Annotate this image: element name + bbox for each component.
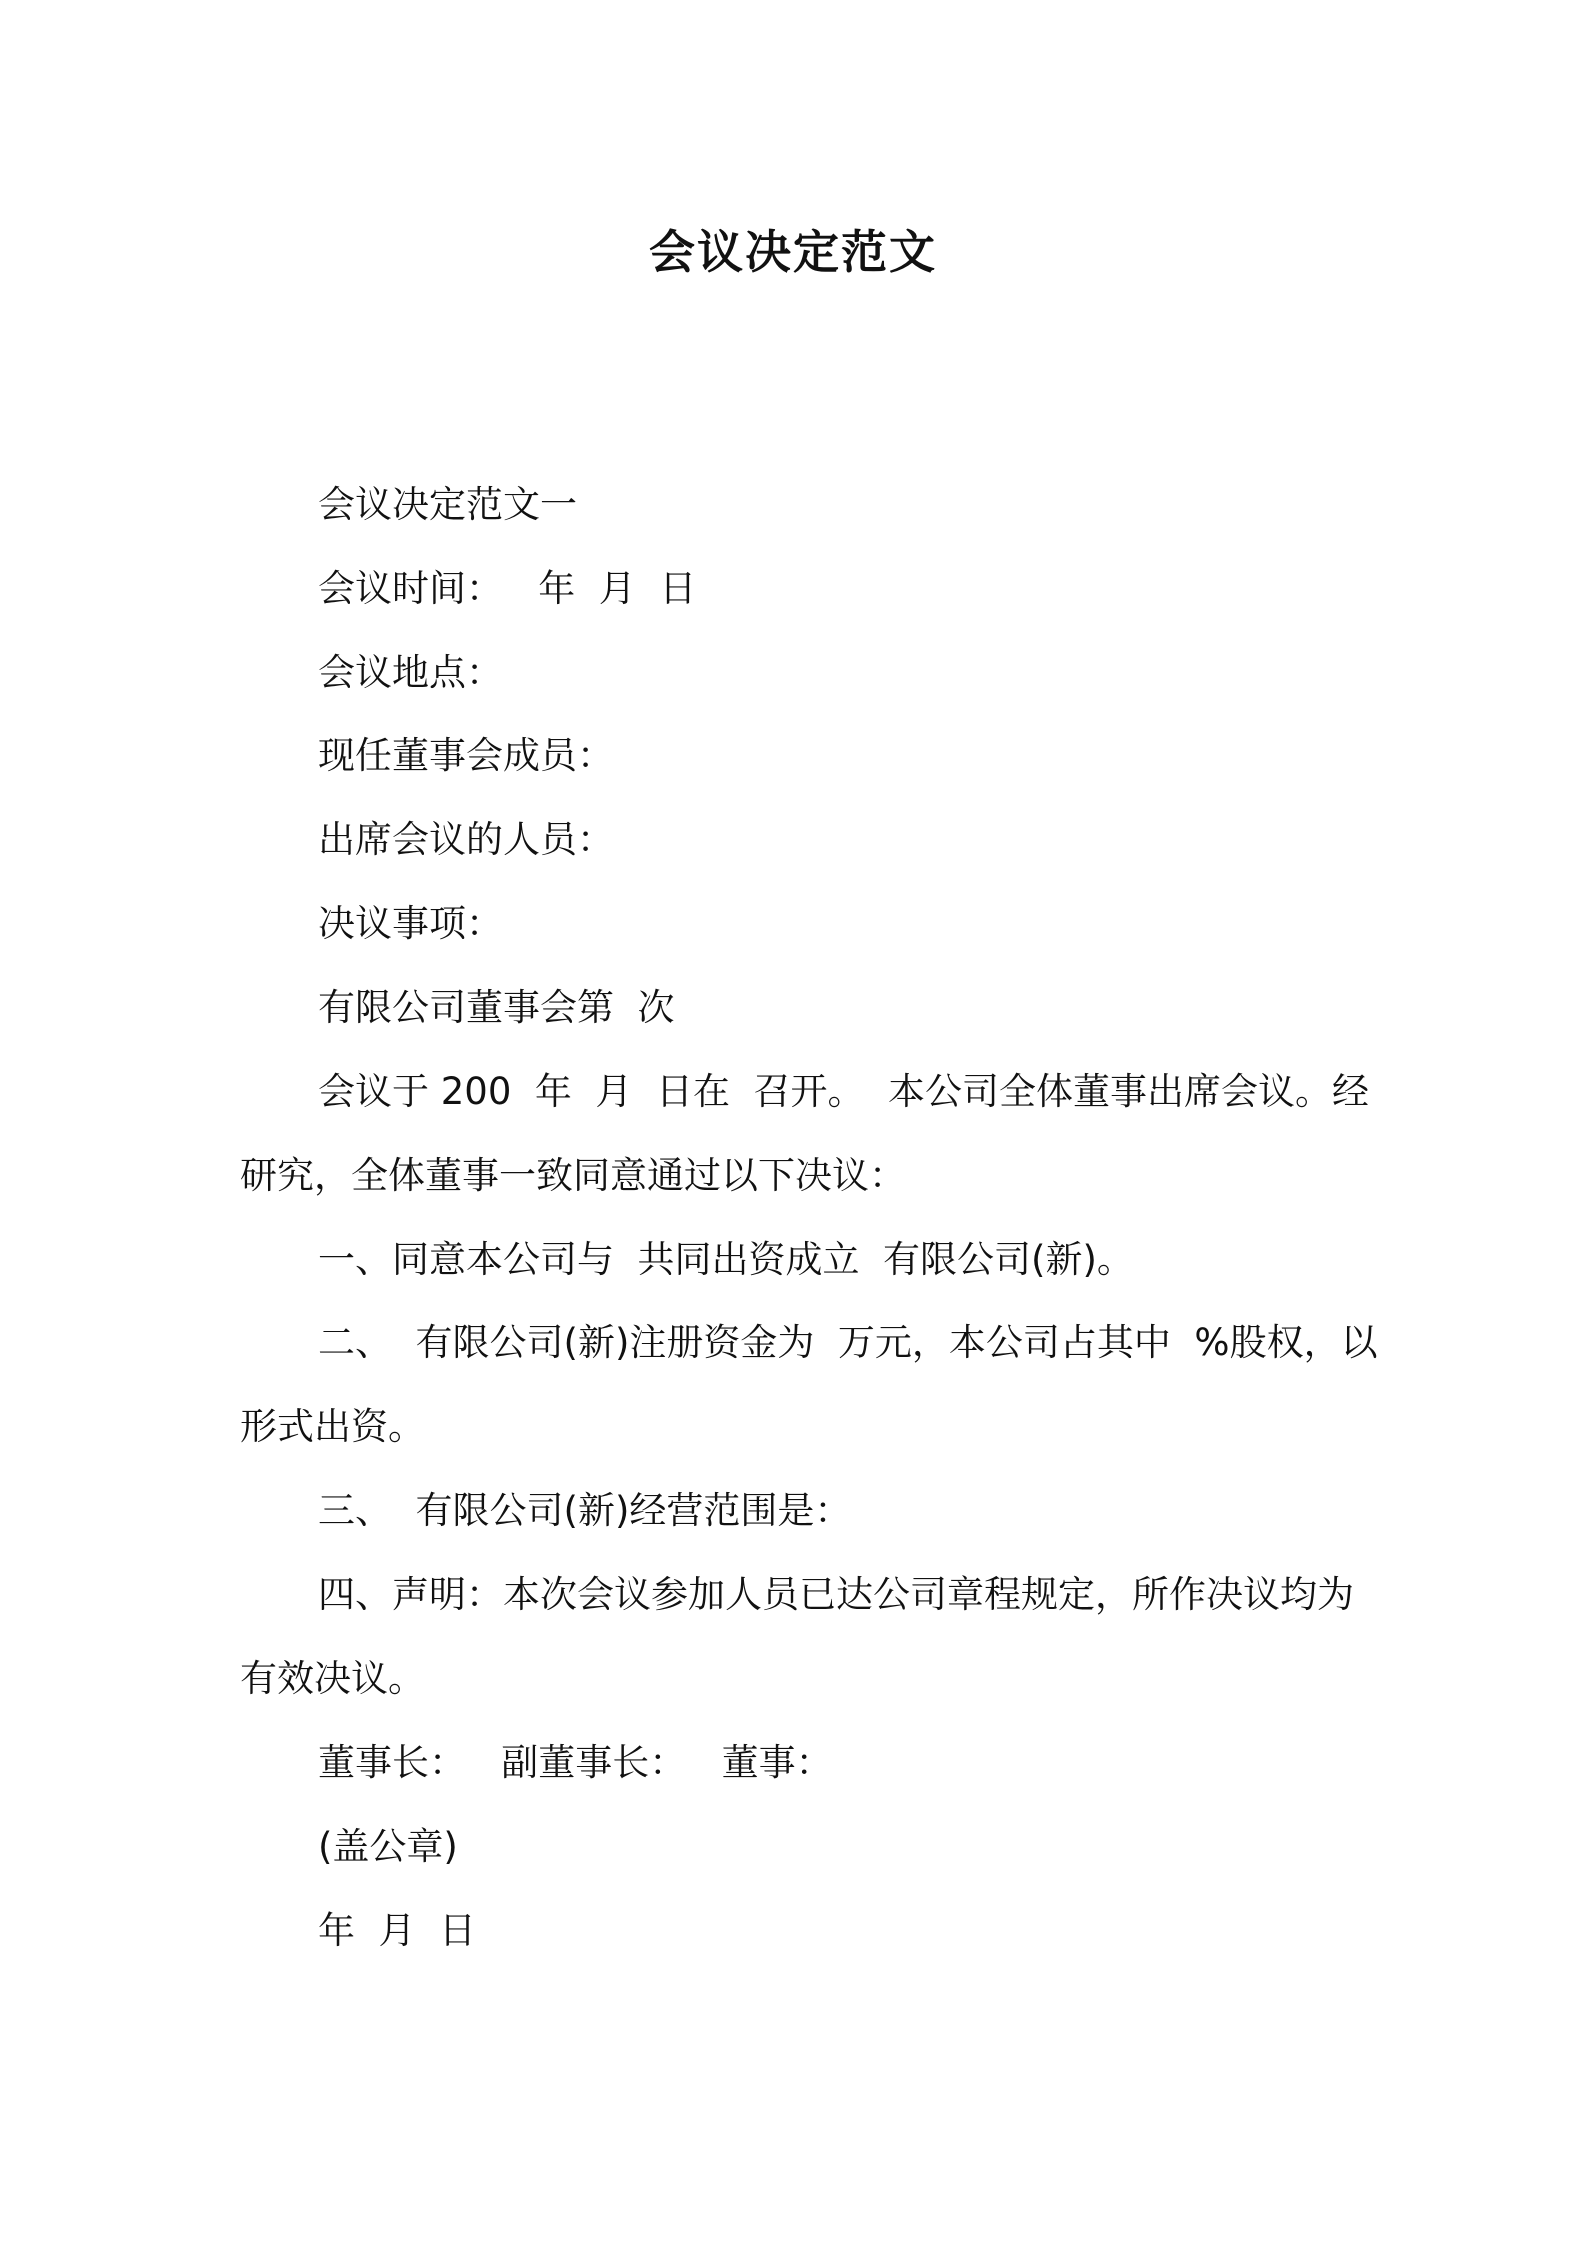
board-members-line: 现任董事会成员： (318, 734, 614, 777)
document-title: 会议决定范文 (649, 225, 937, 279)
resolution-item-2: 二、 有限公司(新)注册资金为 万元，本公司占其中 %股权，以 (318, 1321, 1378, 1364)
attendees-line: 出席会议的人员： (318, 818, 614, 861)
board-session-line: 有限公司董事会第 次 (318, 986, 675, 1029)
paragraph-meeting-held: 会议于 200 年 月 日在 召开。 本公司全体董事出席会议。经 (318, 1070, 1369, 1113)
meeting-time-line: 会议时间： 年 月 日 (318, 567, 697, 610)
resolution-item-1: 一、同意本公司与 共同出资成立 有限公司(新)。 (318, 1238, 1134, 1281)
resolution-item-3: 三、 有限公司(新)经营范围是： (318, 1489, 852, 1532)
resolution-item-4-cont: 有效决议。 (240, 1657, 425, 1700)
paragraph-meeting-held-cont: 研究，全体董事一致同意通过以下决议： (240, 1154, 906, 1197)
company-seal-line: (盖公章) (318, 1825, 458, 1868)
signing-date-line: 年 月 日 (318, 1909, 477, 1952)
resolution-item-4: 四、声明：本次会议参加人员已达公司章程规定，所作决议均为 (318, 1573, 1354, 1616)
section-heading: 会议决定范文一 (318, 483, 577, 526)
resolution-item-2-cont: 形式出资。 (240, 1405, 425, 1448)
meeting-location-line: 会议地点： (318, 651, 503, 694)
signatories-line: 董事长： 副董事长： 董事： (318, 1741, 833, 1784)
resolution-items-line: 决议事项： (318, 902, 503, 945)
